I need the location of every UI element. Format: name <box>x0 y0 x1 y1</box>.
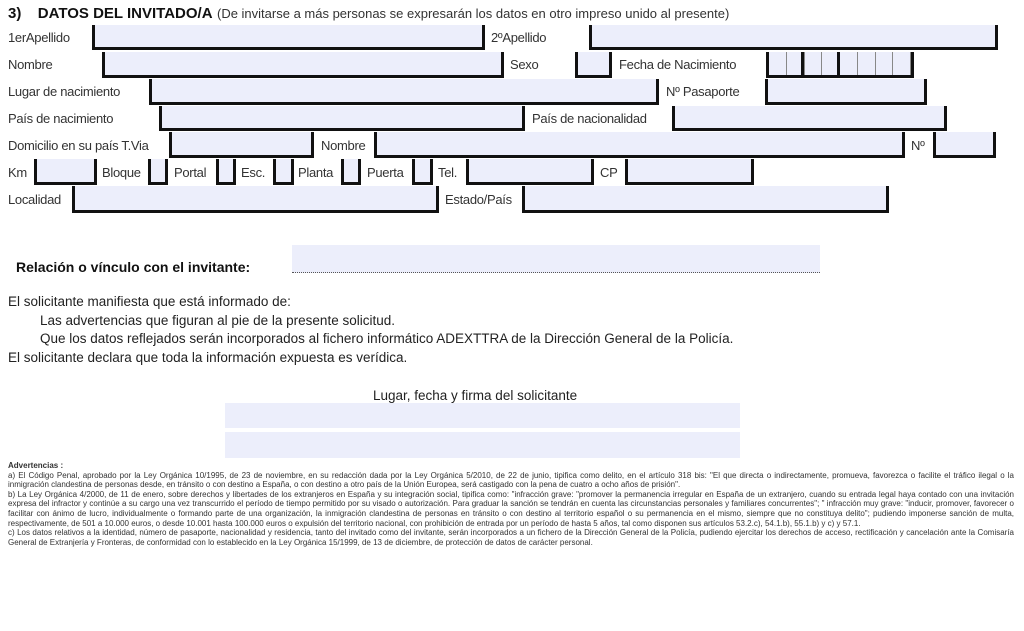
label-pais-nacimiento: País de nacimiento <box>8 111 114 126</box>
label-planta: Planta <box>298 165 334 180</box>
label-domicilio: Domicilio en su país T.Via <box>8 138 149 153</box>
apellido1-field[interactable] <box>92 25 485 50</box>
portal-field[interactable] <box>216 159 236 185</box>
tipo-via-field[interactable] <box>169 132 314 158</box>
firma-field[interactable] <box>225 432 740 458</box>
bloque-field[interactable] <box>148 159 168 185</box>
pasaporte-field[interactable] <box>765 79 927 105</box>
declaracion-intro: El solicitante manifiesta que está informado de: <box>8 294 291 309</box>
firma-label: Lugar, fecha y firma del solicitante <box>373 388 578 403</box>
label-km: Km <box>8 165 27 180</box>
apellido2-field[interactable] <box>589 25 998 50</box>
label-apellido1: 1erApellido <box>8 30 70 45</box>
lugar-nacimiento-field[interactable] <box>149 79 659 105</box>
label-numero: Nº <box>911 138 925 153</box>
label-localidad: Localidad <box>8 192 61 207</box>
label-portal: Portal <box>174 165 207 180</box>
declaracion-final: El solicitante declara que toda la información expuesta es verídica. <box>8 350 408 365</box>
planta-field[interactable] <box>341 159 361 185</box>
label-nombre: Nombre <box>8 57 53 72</box>
label-esc: Esc. <box>241 165 266 180</box>
advertencias-title: Advertencias : <box>8 461 64 470</box>
pais-nacionalidad-field[interactable] <box>672 106 947 131</box>
localidad-field[interactable] <box>72 186 439 213</box>
tel-field[interactable] <box>466 159 594 185</box>
sexo-field[interactable] <box>575 52 612 78</box>
advertencia-b: b) La Ley Orgánica 4/2000, de 11 de enero, sobre derechos y libertades de los extranjeros en España y su integración social, tipifica como: "infracción grave: "promover la permanencia irregular en España de un extranjero, cuando su entrada legal haya contado con una invitación expresa del infractor y continúe a su cargo una vez transcurrido el período de tiempo permitido por su visado o autorización. Para graduar la sanción se tendrán en cuenta las circunstancias personales y familiares concurrentes"; " infracción muy grave: "inducir, promover, favorecer o facilitar con ánimo de lucro, individualmente o formando parte de una organización, la inmigración clandestina de personas en tránsito o con destino al territorio español o su permanencia en el mismo, siempre que no constituya delito"; pudiendo imponerse sanción de multa, respectivamente, de 501 a 10.000 euros, o desde 10.001 hasta 100.000 euros o expulsión del territorio nacional, con prohibición de entrada por un período de hasta 5 años, tal como disponen sus artículos 53.2.c), 54.1.b), 55.1.b) y c) y 57.1. <box>8 489 1014 528</box>
label-cp: CP <box>600 165 618 180</box>
km-field[interactable] <box>34 159 97 185</box>
label-estado-pais: Estado/País <box>445 192 512 207</box>
label-domicilio-nombre: Nombre <box>321 138 366 153</box>
pais-nacimiento-field[interactable] <box>159 106 525 131</box>
advertencias <box>8 461 1014 547</box>
label-pais-nacionalidad: País de nacionalidad <box>532 111 647 126</box>
relacion-field[interactable] <box>292 245 820 273</box>
date-separator <box>837 52 840 75</box>
esc-field[interactable] <box>273 159 294 185</box>
relacion-label: Relación o vínculo con el invitante: <box>16 259 251 275</box>
declaracion-item-2: Que los datos reflejados serán incorporados al fichero informático ADEXTTRA de la Dirección General de la Policía. <box>40 331 734 346</box>
cp-field[interactable] <box>625 159 754 185</box>
label-pasaporte: Nº Pasaporte <box>666 84 740 99</box>
advertencia-a: a) El Código Penal, aprobado por la Ley Orgánica 10/1995, de 23 de noviembre, en su redacción dada por la Ley Orgánica 5/2010, de 22 de junio, tipifica como delito, en el artículo 318 bis: "El que directa o indirectamente, promueva, favorezca o facilite el tráfico ilegal o la inmigración clandestina de personas desde, en tránsito o con destino a España, o con destino a otro país de la Unión Europea, será castigado con la pena de cuatro a ocho años de prisión". <box>8 470 1014 490</box>
section-header <box>8 5 729 23</box>
domicilio-nombre-field[interactable] <box>374 132 905 158</box>
section-subtitle: (De invitarse a más personas se expresarán los datos en otro impreso unido al presente) <box>216 6 730 21</box>
label-tel: Tel. <box>438 165 458 180</box>
label-puerta: Puerta <box>367 165 404 180</box>
label-sexo: Sexo <box>510 57 539 72</box>
label-bloque: Bloque <box>102 165 141 180</box>
label-fecha-nacimiento: Fecha de Nacimiento <box>619 57 737 72</box>
lugar-fecha-field[interactable] <box>225 403 740 428</box>
fecha-nacimiento-field[interactable] <box>766 52 914 78</box>
advertencia-c: c) Los datos relativos a la identidad, número de pasaporte, nacionalidad y residencia, tanto del invitado como del invitante, serán incorporados a un fichero de la Dirección General de la Policía, pudiendo ejercitar los derechos de acceso, rectificación y cancelación ante la Comisaría General de Extranjería y Fronteras, de conformidad con lo establecido en la Ley Orgánica 15/1999, de 13 de diciembre, de protección de datos de carácter personal. <box>8 528 1014 547</box>
label-lugar-nacimiento: Lugar de nacimiento <box>8 84 121 99</box>
declaracion-item-1: Las advertencias que figuran al pie de la presente solicitud. <box>40 313 395 328</box>
numero-field[interactable] <box>933 132 996 158</box>
section-title: DATOS DEL INVITADO/A <box>37 5 213 22</box>
date-separator <box>801 52 804 75</box>
section-number: 3) <box>8 5 22 22</box>
estado-pais-field[interactable] <box>522 186 889 213</box>
puerta-field[interactable] <box>412 159 433 185</box>
label-apellido2: 2ºApellido <box>491 30 547 45</box>
nombre-field[interactable] <box>102 52 504 78</box>
